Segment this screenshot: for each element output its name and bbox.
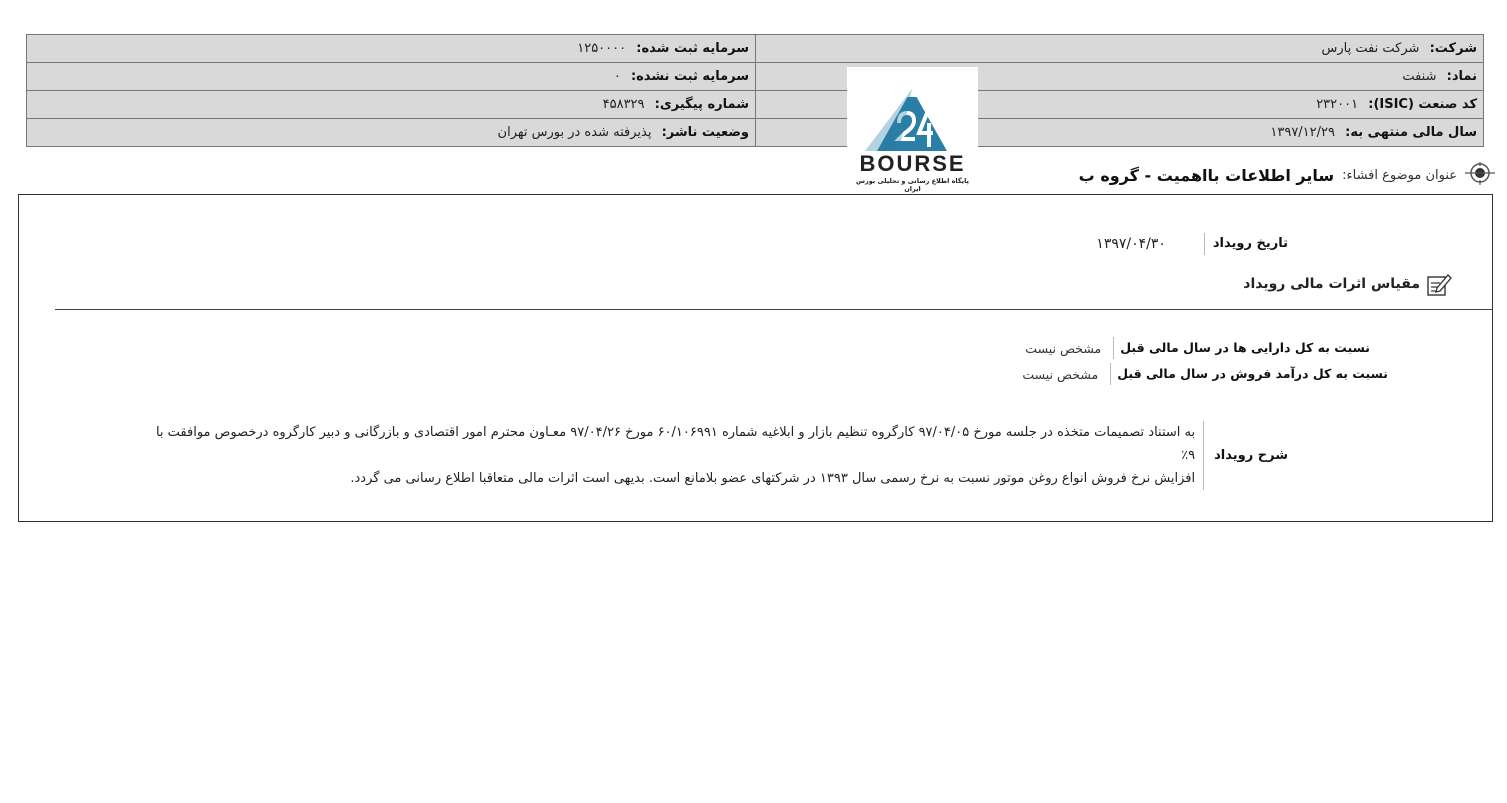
description-line: به استناد تصمیمات متخذه در جلسه مورخ ۹۷/۰۴/۰۵ کارگروه تنظیم بازار و ابلاغیه شماره ۶۰/۱۰۶۹۹۱ مورخ ۹۷/۰۴/۲۶ معـاون محترم امور اقتصادی و بازرگانی و دبیر کارگروه درخصوص موافقت با ۹٪	[155, 425, 1196, 463]
subject-value: سایر اطلاعات بااهمیت - گروه ب	[1078, 165, 1335, 185]
ratio-revenue-label: نسبت به کل درآمد فروش در سال مالی قبل	[1110, 363, 1388, 385]
symbol-value: شنفت	[1402, 69, 1437, 84]
info-row	[27, 63, 1484, 91]
edit-icon	[1426, 271, 1452, 297]
ratio-assets-row	[1025, 337, 1370, 359]
event-details-panel	[18, 194, 1493, 522]
tracking-number-label: شماره پیگیری:	[654, 97, 749, 112]
info-row	[27, 91, 1484, 119]
isic-label: کد صنعت (ISIC):	[1368, 97, 1477, 112]
unregistered-capital-label: سرمایه ثبت نشده:	[630, 69, 749, 84]
unregistered-capital-cell	[27, 63, 756, 91]
info-row	[27, 119, 1484, 147]
company-value: شرکت نفت پارس	[1321, 41, 1420, 56]
registered-capital-value: ۱۲۵۰۰۰۰	[577, 41, 627, 56]
fiscal-year-label: سال مالی منتهی به:	[1345, 125, 1477, 140]
ratio-revenue-value: مشخص نیست	[1022, 366, 1099, 382]
publisher-status-value: پذیرفته شده در بورس تهران	[497, 125, 652, 140]
financial-effect-title-text: مقیاس اثرات مالی رویداد	[1243, 276, 1420, 292]
logo-word: BOURSE	[859, 151, 966, 176]
company-info-table	[26, 34, 1484, 147]
registered-capital-label: سرمایه ثبت شده:	[636, 41, 749, 56]
company-label: شرکت:	[1429, 41, 1477, 56]
target-icon	[1465, 158, 1495, 192]
subject-label: عنوان موضوع افشاء:	[1342, 167, 1457, 183]
description-line: افزایش نرخ فروش انواع روغن موتور نسبت به نرخ رسمی سال ۱۳۹۳ در شرکتهای عضو بلامانع است. بدیهی است اثرات مالی متعاقبا اطلاع رسانی می گردد.	[350, 471, 1196, 486]
fiscal-year-value: ۱۳۹۷/۱۲/۲۹	[1270, 125, 1335, 140]
divider	[55, 309, 1492, 310]
event-date-value: ۱۳۹۷/۰۴/۳۰	[1096, 236, 1166, 252]
isic-value: ۲۳۲۰۰۱	[1316, 97, 1359, 112]
tracking-number-value: ۴۵۸۳۲۹	[602, 97, 645, 112]
event-description-label: شرح رویداد	[1214, 448, 1288, 463]
disclosure-subject	[1079, 160, 1495, 190]
symbol-label: نماد:	[1446, 69, 1477, 84]
financial-effect-title	[1243, 271, 1452, 297]
event-description-text	[148, 421, 1204, 490]
unregistered-capital-value: ۰	[613, 69, 621, 84]
logo-subtitle: پایگاه اطلاع رسانی و تحلیلی بورس ایران	[856, 177, 969, 193]
bourse-logo	[847, 67, 978, 197]
tracking-number-cell	[27, 91, 756, 119]
publisher-status-label: وضعیت ناشر:	[661, 125, 749, 140]
event-date	[1096, 233, 1288, 255]
ratio-assets-value: مشخص نیست	[1025, 340, 1102, 356]
bourse-triangle-icon	[847, 67, 978, 151]
ratio-assets-label: نسبت به کل دارایی ها در سال مالی قبل	[1113, 337, 1370, 359]
ratio-revenue-row	[1022, 363, 1388, 385]
event-description	[148, 421, 1288, 490]
registered-capital-cell	[27, 35, 756, 63]
company-cell	[756, 35, 1484, 63]
publisher-status-cell	[27, 119, 756, 147]
info-row	[27, 35, 1484, 63]
event-date-label: تاریخ رویداد	[1204, 233, 1288, 255]
